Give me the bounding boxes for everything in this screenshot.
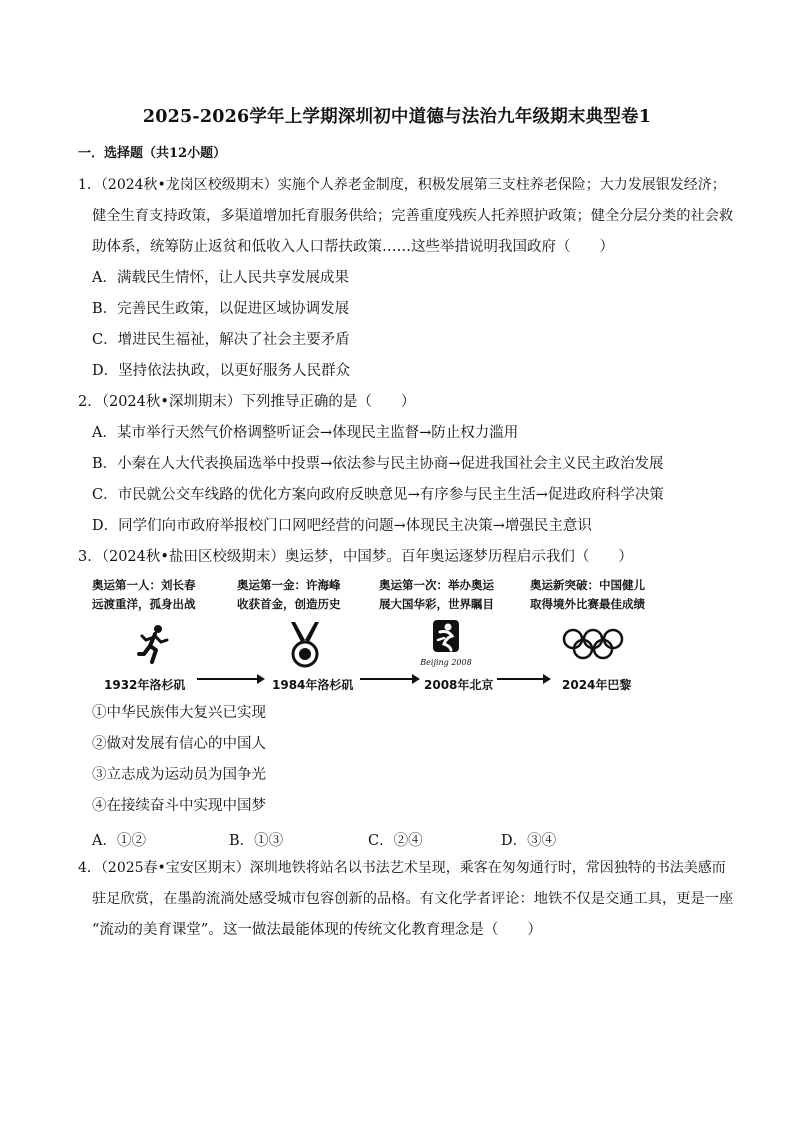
question-3-option-d[interactable]: D．③④: [501, 833, 557, 849]
figure-caption-2: [237, 576, 341, 614]
question-2-stem: 2．（2024秋•深圳期末）下列推导正确的是（ ）: [78, 394, 416, 410]
figure-caption-3-line-2: 展大国华彩，世界瞩目: [379, 597, 494, 611]
question-1-option-c[interactable]: C．增进民生福祉，解决了社会主要矛盾: [92, 332, 350, 348]
question-4-stem-line: 4．（2025春•宝安区期末）深圳地铁将站名以书法艺术呈现，乘客在匆匆通行时，常因独特的书法美感而: [78, 860, 726, 876]
figure-caption-1-line-1: 奥运第一人：刘长春: [92, 578, 196, 592]
question-3-stem: 3．（2024秋•盐田区校级期末）奥运梦，中国梦。百年奥运逐梦历程启示我们（ ）: [78, 549, 633, 565]
question-1-option-d[interactable]: D．坚持依法执政，以更好服务人民群众: [92, 363, 351, 379]
question-2-option-a[interactable]: A．某市举行天然气价格调整听证会→体现民主监督→防止权力滥用: [92, 425, 519, 441]
timeline-arrow: [360, 678, 418, 680]
question-3-option-a[interactable]: A．①②: [92, 833, 146, 849]
question-3-statement-3: ③立志成为运动员为国争光: [92, 767, 266, 783]
beijing-2008-logo-text: Beijing 2008: [420, 658, 472, 667]
question-3-option-c[interactable]: C．②④: [368, 833, 423, 849]
question-1-stem-line: 助体系，统筹防止返贫和低收入人口帮扶政策……这些举措说明我国政府（ ）: [92, 239, 614, 255]
beijing-2008-logo-icon: [420, 618, 472, 676]
figure-caption-3: [379, 576, 494, 614]
figure-caption-2-line-1: 奥运第一金：许海峰: [237, 578, 341, 592]
figure-caption-1: [92, 576, 196, 614]
figure-caption-4-line-2: 取得境外比赛最佳成绩: [530, 597, 645, 611]
question-1-stem-line: 1．（2024秋•龙岗区校级期末）实施个人养老金制度，积极发展第三支柱养老保险；大力发展银发经济；: [78, 177, 726, 193]
figure-year-2: 1984年洛杉矶: [272, 678, 354, 692]
figure-caption-1-line-2: 远渡重洋，孤身出战: [92, 597, 196, 611]
figure-caption-3-line-1: 奥运第一次：举办奥运: [379, 578, 494, 592]
question-4-stem-line: “流动的美育课堂”。这一做法最能体现的传统文化教育理念是（ ）: [92, 922, 542, 938]
figure-year-4: 2024年巴黎: [562, 678, 632, 692]
page-title: 2025-2026学年上学期深圳初中道德与法治九年级期末典型卷1: [142, 107, 652, 127]
question-1-stem-line: 健全生育支持政策，多渠道增加托育服务供给；完善重度残疾人托养照护政策；健全分层分类的社会救: [92, 208, 734, 224]
timeline-arrow: [497, 678, 549, 680]
olympic-rings-icon: [562, 628, 624, 662]
section-heading: 一．选择题（共12小题）: [78, 146, 227, 161]
figure-caption-2-line-2: 收获首金，创造历史: [237, 597, 341, 611]
timeline-arrow: [197, 678, 263, 680]
question-2-option-b[interactable]: B．小秦在人大代表换届选举中投票→依法参与民主协商→促进我国社会主义民主政治发展: [92, 456, 664, 472]
question-2-option-c[interactable]: C．市民就公交车线路的优化方案向政府反映意见→有序参与民主生活→促进政府科学决策: [92, 487, 664, 503]
question-1-option-b[interactable]: B．完善民生政策，以促进区域协调发展: [92, 301, 350, 317]
figure-year-3: 2008年北京: [424, 678, 494, 692]
question-3-statement-2: ②做对发展有信心的中国人: [92, 736, 266, 752]
question-3-statement-4: ④在接续奋斗中实现中国梦: [92, 798, 266, 814]
question-2-option-d[interactable]: D．同学们向市政府举报校门口网吧经营的问题→体现民主决策→增强民主意识: [92, 518, 592, 534]
question-3-option-b[interactable]: B．①③: [229, 833, 284, 849]
figure-caption-4: [530, 576, 645, 614]
question-1-option-a[interactable]: A．满载民生情怀，让人民共享发展成果: [92, 270, 349, 286]
olympic-timeline-figure: [92, 576, 652, 694]
figure-year-1: 1932年洛杉矶: [104, 678, 186, 692]
medal-icon: [285, 620, 325, 670]
figure-caption-4-line-1: 奥运新突破：中国健儿: [530, 578, 645, 592]
question-4-stem-line: 驻足欣赏，在墨韵流淌处感受城市包容创新的品格。有文化学者评论：地铁不仅是交通工具，更是一座: [92, 891, 734, 907]
runner-icon: [136, 624, 172, 666]
question-3-statement-1: ①中华民族伟大复兴已实现: [92, 705, 266, 721]
